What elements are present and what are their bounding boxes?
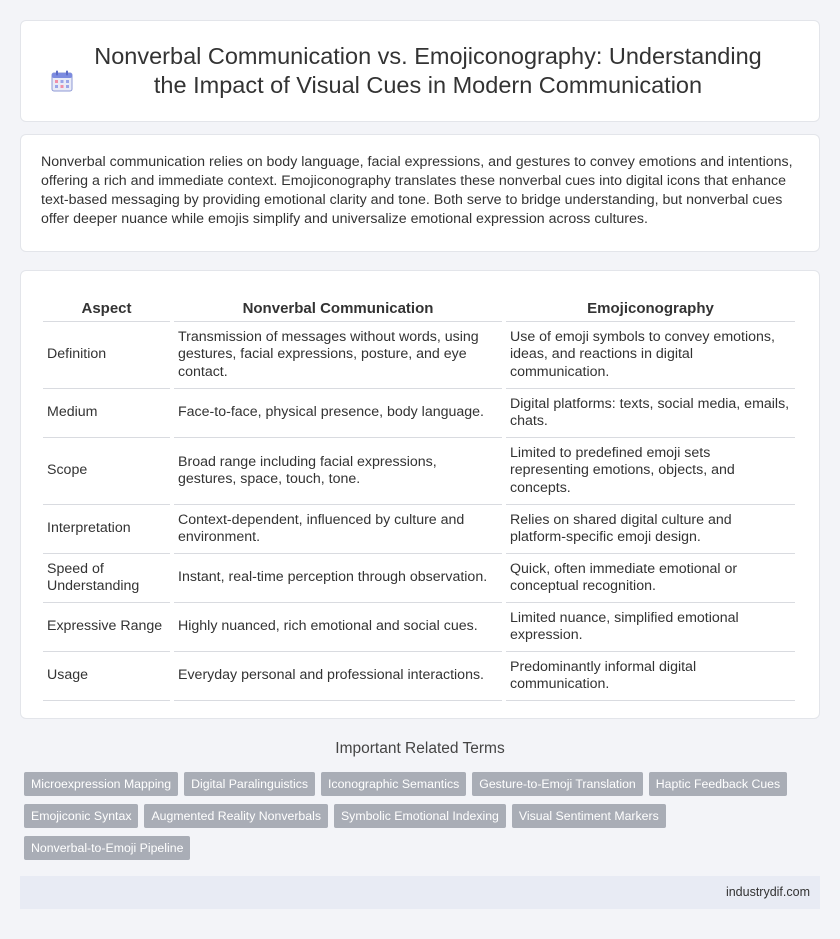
table-row [43,389,795,438]
header-nonverbal: Nonverbal Communication [174,297,502,322]
cell-aspect: Usage [43,652,170,701]
footer [20,876,820,909]
related-terms-title: Important Related Terms [335,740,505,757]
header-aspect: Aspect [43,297,170,322]
title-card [20,20,820,122]
related-term-tag[interactable]: Digital Paralinguistics [184,772,315,796]
related-term-tag[interactable]: Visual Sentiment Markers [512,804,666,828]
cell-aspect: Scope [43,438,170,505]
page-title: Nonverbal Communication vs. Emojiconography: Understanding the Impact of Visual Cues in Modern Communication [94,43,762,98]
comparison-card [20,270,820,719]
cell-emoji: Use of emoji symbols to convey emotions, ideas, and reactions in digital communication. [506,322,795,389]
cell-aspect: Speed of Understanding [43,554,170,603]
calendar-icon [50,69,74,93]
related-term-tag[interactable]: Gesture-to-Emoji Translation [472,772,643,796]
cell-emoji: Relies on shared digital culture and platform-specific emoji design. [506,505,795,554]
cell-nonverbal: Instant, real-time perception through observation. [174,554,502,603]
related-term-tag[interactable]: Augmented Reality Nonverbals [144,804,328,828]
related-terms-list [24,772,816,868]
cell-emoji: Limited nuance, simplified emotional expression. [506,603,795,652]
cell-nonverbal: Everyday personal and professional interactions. [174,652,502,701]
intro-card [20,134,820,252]
table-row [43,322,795,389]
cell-nonverbal: Face-to-face, physical presence, body language. [174,389,502,438]
related-term-tag[interactable]: Nonverbal-to-Emoji Pipeline [24,836,190,860]
table-row [43,554,795,603]
cell-nonverbal: Transmission of messages without words, using gestures, facial expressions, posture, and eye contact. [174,322,502,389]
cell-emoji: Quick, often immediate emotional or conceptual recognition. [506,554,795,603]
footer-site-link[interactable]: industrydif.com [725,885,810,899]
cell-nonverbal: Context-dependent, influenced by culture and environment. [174,505,502,554]
table-header-row [43,297,795,322]
header-emoji: Emojiconography [506,297,795,322]
cell-aspect: Medium [43,389,170,438]
cell-emoji: Predominantly informal digital communication. [506,652,795,701]
intro-paragraph: Nonverbal communication relies on body language, facial expressions, and gestures to convey emotions and intentions, offering a rich and immediate context. Emojiconography translates these nonverbal cues into digital icons that enhance text-based messaging by providing emotional clarity and tone. Both serve to bridge understanding, but nonverbal cues offer deeper nuance while emojis simplify and universalize emotional expression across cultures. [41,154,793,227]
related-term-tag[interactable]: Symbolic Emotional Indexing [334,804,506,828]
cell-nonverbal: Broad range including facial expressions, gestures, space, touch, tone. [174,438,502,505]
cell-aspect: Expressive Range [43,603,170,652]
table-row [43,603,795,652]
related-term-tag[interactable]: Haptic Feedback Cues [649,772,787,796]
related-term-tag[interactable]: Emojiconic Syntax [24,804,138,828]
cell-aspect: Interpretation [43,505,170,554]
cell-nonverbal: Highly nuanced, rich emotional and social cues. [174,603,502,652]
cell-emoji: Digital platforms: texts, social media, emails, chats. [506,389,795,438]
table-row [43,438,795,505]
cell-aspect: Definition [43,322,170,389]
cell-emoji: Limited to predefined emoji sets representing emotions, objects, and concepts. [506,438,795,505]
table-row [43,505,795,554]
related-term-tag[interactable]: Iconographic Semantics [321,772,466,796]
related-term-tag[interactable]: Microexpression Mapping [24,772,178,796]
table-row [43,652,795,701]
comparison-table [39,297,799,701]
